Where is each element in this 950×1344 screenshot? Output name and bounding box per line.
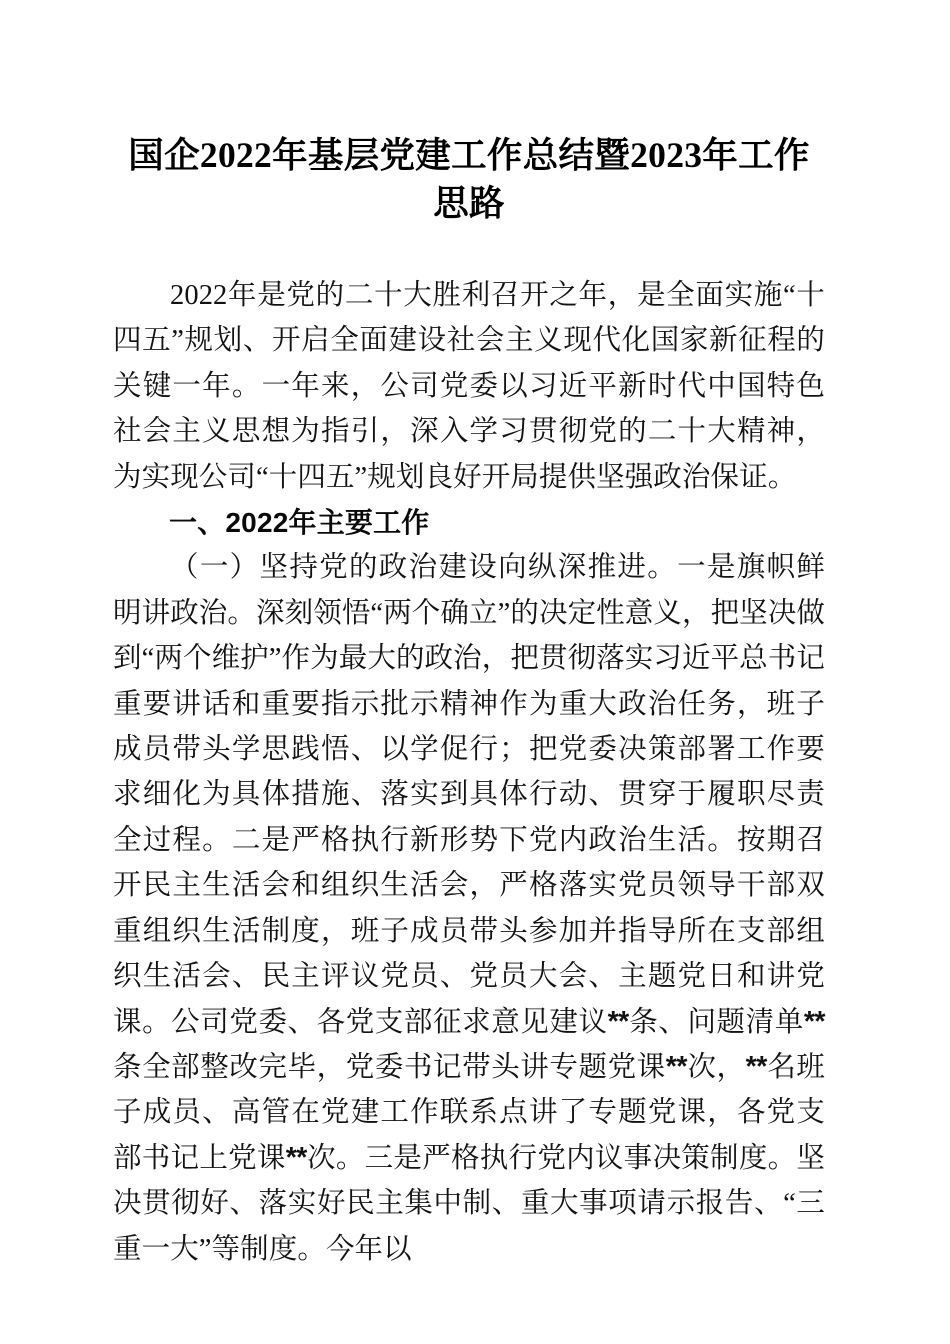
page-title: 国企2022年基层党建工作总结暨2023年工作思路 [128, 135, 810, 223]
redacted-number-placeholder: ** [285, 1141, 307, 1174]
title-body-spacer [113, 227, 825, 273]
redacted-number-placeholder: ** [803, 1005, 825, 1038]
redacted-number-placeholder: ** [607, 1005, 629, 1038]
intro-paragraph: 2022年是党的二十大胜利召开之年，是全面实施“十四五”规划、开启全面建设社会主义现代化国家新征程的关键一年。一年来，公司党委以习近平新时代中国特色社会主义思想为指引，深入学习贯彻党的二十大精神，为实现公司“十四五”规划良好开局提供坚强政治保证。 [113, 280, 825, 493]
section-heading-1: 一、2022年主要工作 [169, 507, 430, 539]
subsection-paragraph-1: （一）坚持党的政治建设向纵深推进。一是旗帜鲜明讲政治。深刻领悟“两个确立”的决定性意义，把坚决做到“两个维护”作为最大的政治，把贯彻落实习近平总书记重要讲话和重要指示批示精神作为重大政治任务，班子成员带头学思践悟、以学促行；把党委决策部署工作要求细化为具体措施、落实到具体行动、贯穿于履职尽责全过程。二是严格执行新形势下党内政治生活。按期召开民主生活会和组织生活会，严格落实党员领导干部双重组织生活制度，班子成员带头参加并指导所在支部组织生活会、民主评议党员、党员大会、主题党日和讲党课。公司党委、各党支部征求意见建议**条、问题清单**条全部整改完毕，党委书记带头讲专题党课**次，**名班子成员、高管在党建工作联系点讲了专题党课，各党支部书记上党课**次。三是严格执行党内议事决策制度。坚决贯彻好、落实好民主集中制、重大事项请示报告、“三重一大”等制度。今年以 [113, 552, 826, 1265]
document-content [113, 0, 825, 1272]
redacted-number-placeholder: ** [665, 1050, 687, 1083]
redacted-number-placeholder: ** [745, 1050, 767, 1083]
